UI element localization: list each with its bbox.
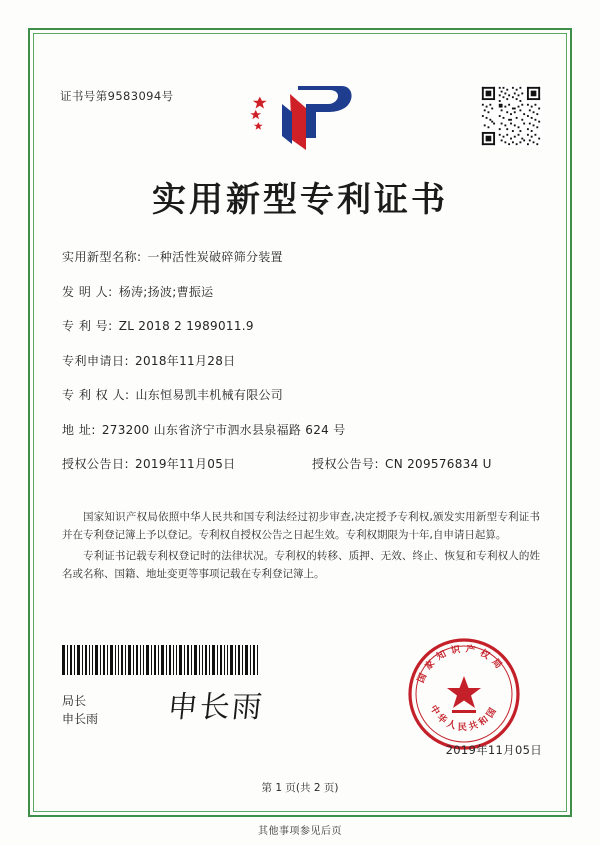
paragraph-register: 专利证书记载专利权登记时的法律状况。专利权的转移、质押、无效、终止、恢复和专利权人的姓名或名称、国籍、地址变更等事项记载在专利登记簿上。 [62,550,540,581]
grant-row [62,455,540,472]
field-value: 2018年11月28日 [135,353,236,368]
field-label: 发 明 人: [62,284,113,299]
grant-date-value: 2019年11月05日 [135,457,236,471]
cnipa-logo-icon [246,78,356,158]
issue-date: 2019年11月05日 [445,743,542,757]
signature-role: 局长 [62,694,87,708]
page-title: 实用新型专利证书 [152,180,448,220]
field-row [62,386,540,403]
footnote: 其他事项参见后页 [258,826,342,837]
field-value: 一种活性炭破碎筛分装置 [147,250,283,264]
page-number: 第 1 页(共 2 页) [261,782,339,794]
handwritten-signature: 申长雨 [165,690,266,725]
barcode-icon [62,645,258,675]
official-seal-icon [406,636,522,752]
field-label: 专 利 权 人: [62,388,130,402]
field-value: 杨涛;扬波;曹振运 [118,284,214,299]
field-label: 实用新型名称: [62,250,142,264]
signature-block [62,692,98,728]
field-row [62,283,540,300]
paragraph-grant: 国家知识产权局依照中华人民共和国专利法经过初步审查,决定授予专利权,颁发实用新型专利证书并在专利登记簿上予以登记。专利权自授权公告之日起生效。专利权期限为十年,自申请日起算。 [62,511,540,542]
field-label: 专 利 号: [62,319,113,333]
svg-text:中华人民共和国: 中华人民共和国 [427,703,501,734]
field-list [62,248,540,490]
qr-code-icon [480,85,542,147]
grant-number-value: CN 209576834 U [385,457,492,471]
field-value: 273200 山东省济宁市泗水县泉福路 624 号 [101,422,346,437]
field-row [62,317,540,334]
certificate-number: 证书号第9583094号 [60,89,174,103]
grant-number-label: 授权公告号: [312,457,380,471]
field-row [62,421,540,438]
field-label: 地 址: [62,422,96,437]
field-row [62,352,540,369]
field-value: 山东恒易凯丰机械有限公司 [135,388,284,402]
svg-text:国家知识产权局: 国家知识产权局 [415,643,508,685]
signature-name: 申长雨 [62,712,99,726]
field-value: ZL 2018 2 1989011.9 [118,319,254,333]
grant-date-label: 授权公告日: [62,457,130,471]
field-row [62,248,540,265]
field-label: 专利申请日: [62,353,130,368]
legal-text [62,508,540,586]
